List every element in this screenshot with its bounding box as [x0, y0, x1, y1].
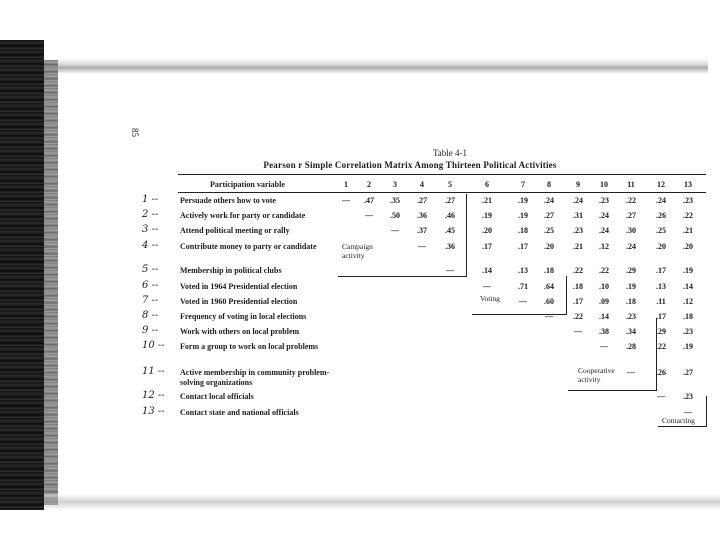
column-number: 8 — [547, 180, 551, 189]
correlation-cell: .19 — [482, 211, 492, 220]
handwritten-row-number: 8 -- — [142, 310, 159, 321]
correlation-cell: .12 — [683, 297, 693, 306]
correlation-cell: .24 — [544, 196, 554, 205]
correlation-cell: .25 — [544, 226, 554, 235]
column-number: 9 — [576, 180, 580, 189]
cluster-box-campaign — [338, 194, 467, 277]
correlation-cell: .25 — [656, 226, 666, 235]
correlation-cell: .23 — [683, 196, 693, 205]
correlation-cell: — — [627, 368, 635, 377]
row-label: Attend political meeting or rally — [180, 226, 290, 235]
correlation-cell: .24 — [599, 211, 609, 220]
correlation-cell: — — [684, 408, 692, 417]
correlation-cell: — — [519, 297, 527, 306]
table-title: Table 4-1 — [432, 148, 468, 158]
correlation-cell: .12 — [599, 242, 609, 251]
correlation-cell: .17 — [656, 266, 666, 275]
correlation-cell: .18 — [518, 226, 528, 235]
page-number: 85 — [130, 128, 140, 137]
scan-top-edge — [58, 58, 708, 74]
column-number: 2 — [367, 180, 371, 189]
correlation-cell: .20 — [482, 226, 492, 235]
correlation-cell: .19 — [518, 211, 528, 220]
correlation-cell: — — [391, 226, 399, 235]
correlation-cell: .17 — [573, 297, 583, 306]
cluster-label-cooperative: Cooperative activity — [578, 366, 615, 384]
correlation-cell: — — [574, 327, 582, 336]
correlation-cell: .24 — [656, 196, 666, 205]
correlation-cell: — — [545, 312, 553, 321]
correlation-cell: .24 — [573, 196, 583, 205]
correlation-cell: .36 — [417, 211, 427, 220]
correlation-cell: .18 — [544, 266, 554, 275]
correlation-cell: .21 — [573, 242, 583, 251]
correlation-cell: .14 — [683, 282, 693, 291]
correlation-cell: — — [600, 342, 608, 351]
correlation-cell: .17 — [656, 312, 666, 321]
correlation-cell: .18 — [573, 282, 583, 291]
correlation-cell: .36 — [445, 242, 455, 251]
handwritten-row-number: 12 -- — [142, 390, 165, 401]
correlation-cell: .31 — [573, 211, 583, 220]
scan-edge-grain — [44, 60, 58, 505]
correlation-cell: — — [342, 196, 350, 205]
row-label: Active membership in community problem-solving organizations — [180, 368, 330, 387]
cluster-label-campaign: Campaign activity — [342, 242, 373, 260]
column-number: 3 — [393, 180, 397, 189]
correlation-cell: .24 — [626, 242, 636, 251]
header-bottom-rule — [178, 192, 706, 193]
column-number: 13 — [684, 180, 692, 189]
correlation-cell: .09 — [599, 297, 609, 306]
row-label: Contact state and national officials — [180, 408, 299, 417]
correlation-cell: .37 — [417, 226, 427, 235]
correlation-cell: .27 — [544, 211, 554, 220]
column-number: 12 — [657, 180, 665, 189]
correlation-cell: .60 — [544, 297, 554, 306]
handwritten-row-number: 10 -- — [142, 340, 165, 351]
correlation-cell: .30 — [626, 226, 636, 235]
correlation-cell: — — [365, 211, 373, 220]
correlation-cell: .21 — [683, 226, 693, 235]
handwritten-row-number: 11 -- — [142, 366, 165, 377]
correlation-cell: .47 — [364, 196, 374, 205]
scan-bottom-edge — [44, 494, 720, 510]
correlation-cell: .45 — [445, 226, 455, 235]
handwritten-row-number: 13 -- — [142, 406, 165, 417]
table-subtitle: Pearson r Simple Correlation Matrix Among Thirteen Political Activities — [263, 160, 557, 170]
row-label: Form a group to work on local problems — [180, 342, 319, 351]
row-label: Voted in 1960 Presidential election — [180, 297, 298, 306]
handwritten-row-number: 3 -- — [142, 224, 159, 235]
column-number: 1 — [344, 180, 348, 189]
correlation-cell: .24 — [599, 226, 609, 235]
correlation-cell: .13 — [518, 266, 528, 275]
correlation-cell: .22 — [626, 196, 636, 205]
correlation-cell: .20 — [656, 242, 666, 251]
correlation-cell: .22 — [573, 266, 583, 275]
correlation-cell: — — [418, 242, 426, 251]
row-label: Persuade others how to vote — [180, 196, 276, 205]
correlation-cell: .19 — [683, 266, 693, 275]
scan-edge-shadow — [0, 40, 44, 510]
correlation-cell: .22 — [599, 266, 609, 275]
correlation-cell: .17 — [518, 242, 528, 251]
header-top-rule — [178, 174, 706, 175]
correlation-cell: .20 — [544, 242, 554, 251]
column-number: 10 — [600, 180, 608, 189]
correlation-cell: .23 — [683, 327, 693, 336]
handwritten-row-number: 4 -- — [142, 240, 159, 251]
correlation-cell: .29 — [626, 266, 636, 275]
correlation-cell: .14 — [482, 266, 492, 275]
correlation-cell: .35 — [390, 196, 400, 205]
correlation-cell: .38 — [599, 327, 609, 336]
correlation-cell: .11 — [656, 297, 666, 306]
correlation-cell: .22 — [683, 211, 693, 220]
correlation-cell: .18 — [626, 297, 636, 306]
correlation-cell: .19 — [518, 196, 528, 205]
handwritten-row-number: 2 -- — [142, 209, 159, 220]
correlation-cell: .22 — [656, 342, 666, 351]
correlation-cell: .21 — [482, 196, 492, 205]
handwritten-row-number: 6 -- — [142, 280, 159, 291]
handwritten-row-number: 9 -- — [142, 325, 159, 336]
row-label: Contact local officials — [180, 392, 254, 401]
correlation-cell: .13 — [656, 282, 666, 291]
correlation-cell: .27 — [683, 368, 693, 377]
row-label: Voted in 1964 Presidential election — [180, 282, 298, 291]
correlation-cell: .18 — [683, 312, 693, 321]
correlation-cell: .23 — [626, 312, 636, 321]
row-label: Contribute money to party or candidate — [180, 242, 317, 251]
column-number: 7 — [521, 180, 525, 189]
cluster-label-voting: Voting — [480, 294, 500, 303]
row-label: Actively work for party or candidate — [180, 211, 306, 220]
correlation-cell: — — [483, 282, 491, 291]
column-number: 5 — [448, 180, 452, 189]
correlation-cell: .10 — [599, 282, 609, 291]
correlation-cell: .27 — [445, 196, 455, 205]
correlation-cell: .27 — [626, 211, 636, 220]
correlation-cell: .64 — [544, 282, 554, 291]
correlation-cell: .23 — [573, 226, 583, 235]
cluster-label-contacting: Contacting — [662, 416, 695, 425]
correlation-cell: .34 — [626, 327, 636, 336]
handwritten-row-number: 1 -- — [142, 194, 159, 205]
correlation-cell: .46 — [445, 211, 455, 220]
correlation-cell: .19 — [626, 282, 636, 291]
correlation-cell: .23 — [599, 196, 609, 205]
row-label: Membership in political clubs — [180, 266, 282, 275]
correlation-cell: .22 — [573, 312, 583, 321]
column-number: 6 — [485, 180, 489, 189]
correlation-cell: — — [446, 266, 454, 275]
correlation-cell: .71 — [518, 282, 528, 291]
correlation-cell: .29 — [656, 327, 666, 336]
correlation-cell: .20 — [683, 242, 693, 251]
row-label: Work with others on local problem — [180, 327, 300, 336]
correlation-cell: .19 — [683, 342, 693, 351]
correlation-cell: .26 — [656, 211, 666, 220]
row-label: Frequency of voting in local elections — [180, 312, 307, 321]
correlation-cell: .28 — [626, 342, 636, 351]
handwritten-row-number: 5 -- — [142, 264, 159, 275]
correlation-cell: .23 — [683, 392, 693, 401]
correlation-cell: .27 — [417, 196, 427, 205]
column-number: 4 — [420, 180, 424, 189]
handwritten-row-number: 7 -- — [142, 295, 159, 306]
correlation-cell: .50 — [390, 211, 400, 220]
column-number: 11 — [627, 180, 635, 189]
correlation-cell: .26 — [656, 368, 666, 377]
correlation-cell: .14 — [599, 312, 609, 321]
correlation-cell: — — [657, 392, 665, 401]
header-participation-variable: Participation variable — [210, 180, 285, 189]
correlation-cell: .17 — [482, 242, 492, 251]
